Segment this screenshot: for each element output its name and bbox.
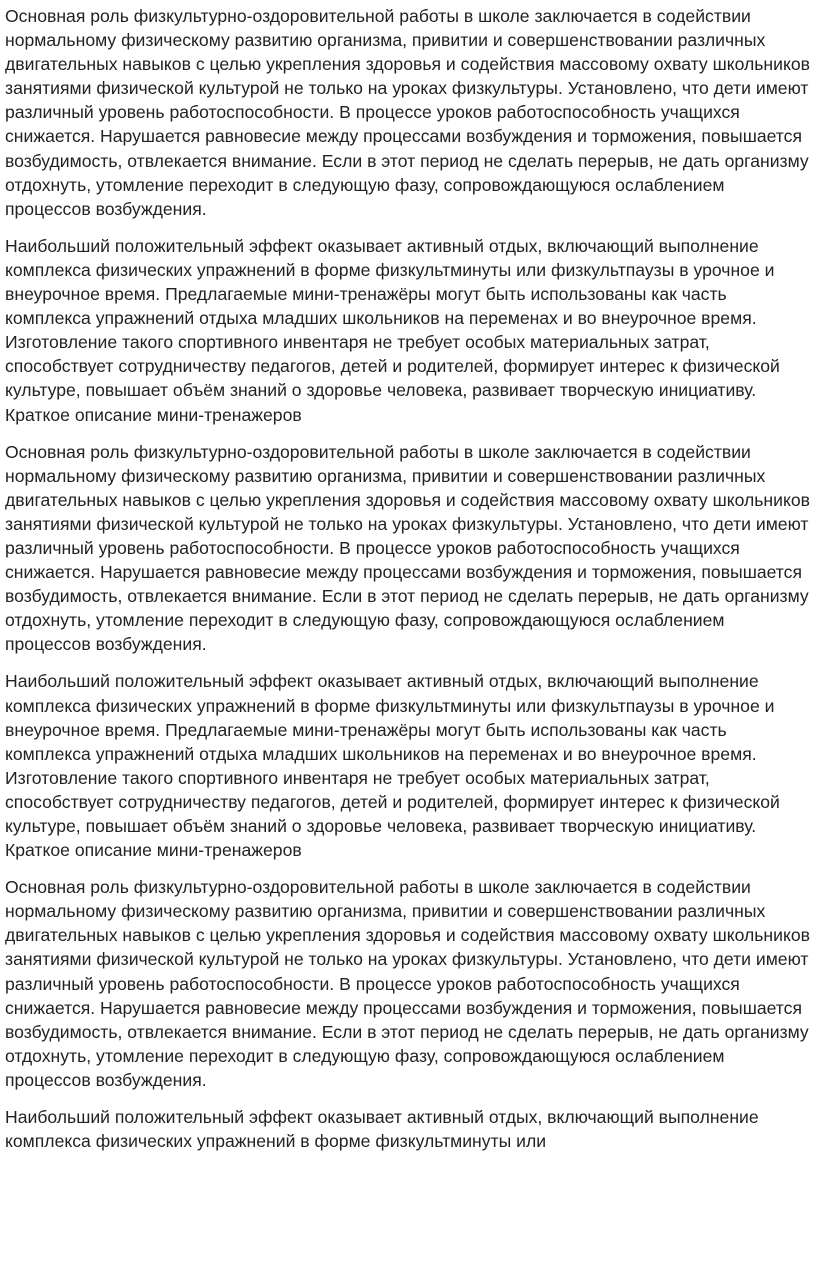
document-body (5, 4, 811, 1153)
paragraph-4: Наибольший положительный эффект оказывает активный отдых, включающий выполнение комплекса физических упражнений в форме физкультминуты или физкультпаузы в урочное и внеурочное время. Предлагаемые мини-тренажёры могут быть использованы как часть комплекса упражнений отдыха младших школьников на переменах и во внеурочное время. Изготовление такого спортивного инвентаря не требует особых материальных затрат, способствует сотрудничеству педагогов, детей и родителей, формирует интерес к физической культуре, повышает объём знаний о здоровье человека, развивает творческую инициативу. Краткое описание мини-тренажеров (5, 671, 780, 861)
paragraph-3: Основная роль физкультурно-оздоровительной работы в школе заключается в содействии нормальному физическому развитию организма, привитии и совершенствовании различных двигательных навыков с целью укрепления здоровья и содействия массовому охвату школьников занятиями физической культурой не только на уроках физкультуры. Установлено, что дети имеют различный уровень работоспособности. В процессе уроков работоспособность учащихся снижается. Нарушается равновесие между процессами возбуждения и торможения, повышается возбудимость, отвлекается внимание. Если в этот период не сделать перерыв, не дать организму отдохнуть, утомление переходит в следующую фазу, сопровождающуюся ослаблением процессов возбуждения. (5, 441, 811, 655)
paragraph-5: Основная роль физкультурно-оздоровительной работы в школе заключается в содействии нормальному физическому развитию организма, привитии и совершенствовании различных двигательных навыков с целью укрепления здоровья и содействия массовому охвату школьников занятиями физической культурой не только на уроках физкультуры. Установлено, что дети имеют различный уровень работоспособности. В процессе уроков работоспособность учащихся снижается. Нарушается равновесие между процессами возбуждения и торможения, повышается возбудимость, отвлекается внимание. Если в этот период не сделать перерыв, не дать организму отдохнуть, утомление переходит в следующую фазу, сопровождающуюся ослаблением процессов возбуждения. (5, 877, 811, 1090)
paragraph-6: Наибольший положительный эффект оказывает активный отдых, включающий выполнение комплекса физических упражнений в форме физкультминуты или (5, 1107, 759, 1152)
paragraph-1: Основная роль физкультурно-оздоровительной работы в школе заключается в содействии нормальному физическому развитию организма, привитии и совершенствовании различных двигательных навыков с целью укрепления здоровья и содействия массовому охвату школьников занятиями физической культурой не только на уроках физкультуры. Установлено, что дети имеют различный уровень работоспособности. В процессе уроков работоспособность учащихся снижается. Нарушается равновесие между процессами возбуждения и торможения, повышается возбудимость, отвлекается внимание. Если в этот период не сделать перерыв, не дать организму отдохнуть, утомление переходит в следующую фазу, сопровождающуюся ослаблением процессов возбуждения. (5, 6, 811, 219)
paragraph-2: Наибольший положительный эффект оказывает активный отдых, включающий выполнение комплекса физических упражнений в форме физкультминуты или физкультпаузы в урочное и внеурочное время. Предлагаемые мини-тренажёры могут быть использованы как часть комплекса упражнений отдыха младших школьников на переменах и во внеурочное время. Изготовление такого спортивного инвентаря не требует особых материальных затрат, способствует сотрудничеству педагогов, детей и родителей, формирует интерес к физической культуре, повышает объём знаний о здоровье человека, развивает творческую инициативу. Краткое описание мини-тренажеров (5, 235, 780, 425)
